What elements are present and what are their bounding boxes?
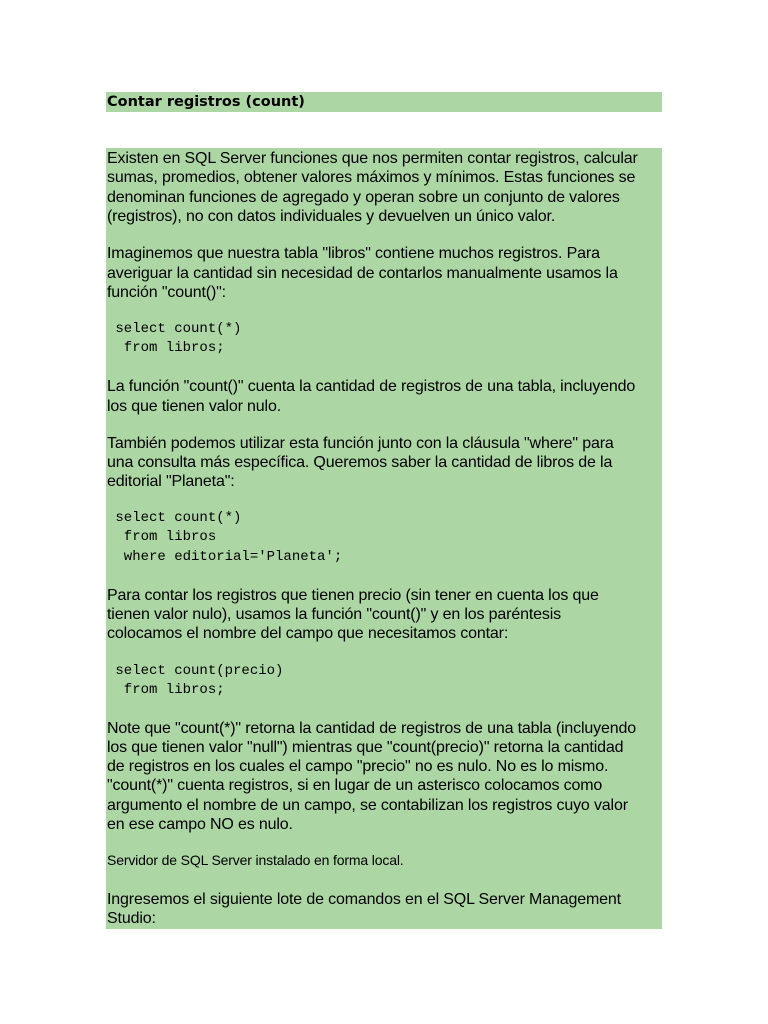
code-line: select count(*): [107, 321, 242, 337]
paragraph-note-line: los que tienen valor "null") mientras que "count(precio)" retorna la cantidad: [107, 739, 624, 756]
paragraph-where-line: editorial "Planeta":: [107, 473, 235, 490]
code-line: select count(*): [107, 510, 242, 526]
paragraph-precio-line: Para contar los registros que tienen precio (sin tener en cuenta los que: [107, 587, 599, 604]
paragraph-note-line: "count(*)" cuenta registros, si en lugar de un asterisco colocamos como: [107, 777, 603, 794]
paragraph-note-line: de registros en los cuales el campo "precio" no es nulo. No es lo mismo.: [107, 758, 609, 775]
paragraph-count-line: Imaginemos que nuestra tabla "libros" contiene muchos registros. Para: [107, 245, 600, 262]
paragraph-count-line: averiguar la cantidad sin necesidad de contarlos manualmente usamos la: [107, 265, 618, 282]
paragraph-where-line: También podemos utilizar esta función junto con la cláusula "where" para: [107, 435, 614, 452]
paragraph-precio-line: tienen valor nulo), usamos la función "count()" y en los paréntesis: [107, 606, 561, 623]
paragraph-precio-line: colocamos el nombre del campo que necesitamos contar:: [107, 625, 509, 642]
paragraph-note-line: Note que "count(*)" retorna la cantidad de registros de una tabla (incluyendo: [107, 720, 637, 737]
code-line: select count(precio): [107, 663, 284, 679]
paragraph-intro-line: (registros), no con datos individuales y devuelven un único valor.: [107, 208, 556, 225]
paragraph-count-explain-line: los que tienen valor nulo.: [107, 398, 281, 415]
paragraph-note-line: en ese campo NO es nulo.: [107, 816, 293, 833]
paragraph-count-line: función "count()":: [107, 284, 226, 301]
code-line: from libros;: [107, 340, 225, 356]
paragraph-ingresemos-line: Ingresemos el siguiente lote de comandos en el SQL Server Management: [107, 891, 621, 908]
paragraph-intro-line: Existen en SQL Server funciones que nos permiten contar registros, calcular: [107, 150, 638, 167]
paragraph-ingresemos-line: Studio:: [107, 910, 156, 927]
server-note: Servidor de SQL Server instalado en forma local.: [107, 852, 404, 868]
code-line: from libros: [107, 529, 217, 545]
paragraph-count-explain-line: La función "count()" cuenta la cantidad de registros de una tabla, incluyendo: [107, 378, 636, 395]
code-line: where editorial='Planeta';: [107, 549, 343, 565]
paragraph-note-line: argumento el nombre de un campo, se contabilizan los registros cuyo valor: [107, 797, 628, 814]
page-title: Contar registros (count): [107, 94, 305, 110]
paragraph-intro-line: sumas, promedios, obtener valores máximos y mínimos. Estas funciones se: [107, 169, 636, 186]
paragraph-intro-line: denominan funciones de agregado y operan sobre un conjunto de valores: [107, 189, 620, 206]
code-line: from libros;: [107, 682, 225, 698]
paragraph-where-line: una consulta más específica. Queremos saber la cantidad de libros de la: [107, 454, 613, 471]
